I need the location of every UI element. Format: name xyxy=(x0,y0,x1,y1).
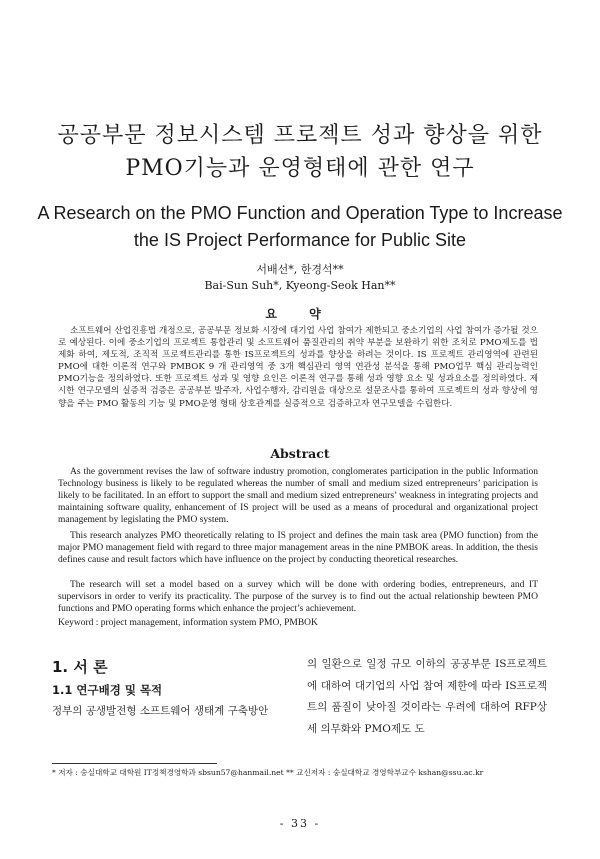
body-text-right-column: 의 일환으로 일정 규모 이하의 공공부문 IS프로젝트에 대하여 대기업의 사업 참여 제한에 따라 IS프로젝트의 품질이 낮아질 것이라는 우려에 대하여 RFP상세 의무화와 PMO제도 도 xyxy=(307,658,547,735)
author-footnote: * 저자 : 숭실대학교 대학원 IT정책경영학과 sbsun57@hanmail.net ** 교신저자 : 숭실대학교 경영학부교수 kshan@ssu.ac.kr xyxy=(52,768,484,777)
body-text-left-column: 정부의 공생발전형 소프트웨어 생태계 구축방안 xyxy=(52,705,269,717)
summary-heading: 요 약 xyxy=(265,307,335,321)
authors-english: Bai-Sun Suh*, Kyeong-Seok Han** xyxy=(204,279,396,292)
abstract-paragraph-2: This research analyzes PMO theoretically relating to IS project and defines the main task area (PMO function) from the major PMO management field with regard to three major management areas in the nine PMBOK areas. In addition, the thesis defines cause and result factors which have influence on the project by conducting theoretical researches. xyxy=(58,531,538,566)
abstract-heading: Abstract xyxy=(270,446,330,461)
english-title-line-1: A Research on the PMO Function and Operation Type to Increase xyxy=(37,203,563,223)
page-number: - 33 - xyxy=(279,817,321,830)
english-title-line-2: the IS Project Performance for Public Site xyxy=(133,230,467,250)
abstract-paragraph-1: As the government revises the law of software industry promotion, conglomerates participation in the public Information Technology business is likely to be regulated whereas the number of small and medium sized entrepreneurs’ paricipation is likely to be facilitated. In an effort to support the small and medium sized entrepreneurs’ weakness in integrating projects and maintaining software quality, enhancement of IS project will be used as a means of procedural and organizational project management by legislating the PMO system. xyxy=(58,467,538,526)
korean-title-line-1: 공공부문 정보시스템 프로젝트 성과 향상을 위한 xyxy=(57,123,543,148)
footnote-divider xyxy=(52,763,217,764)
korean-title-line-2: PMO기능과 운영형태에 관한 연구 xyxy=(125,156,475,181)
authors-korean: 서배선*, 한경석** xyxy=(256,263,344,276)
korean-summary: 소프트웨어 산업진흥법 개정으로, 공공부문 정보화 시장에 대기업 사업 참여가 제한되고 중소기업의 사업 참여가 증가될 것으로 예상된다. 이에 중소기업의 프로젝트 통합관리 및 소프트웨어 품질관리의 취약 부분을 보완하기 위한 조치로 PMO제도를 법제화 하여, 제도적, 조직적 프로젝트관리를 통한 IS프로젝트의 성과를 향상을 하려는 것이다. IS 프로젝트 관리영역에 관련된 PMO에 대한 이론적 연구와 PMBOK 9 개 관리영역 중 3개 핵심관리 영역 연관성 분석을 통해 PMO업무 핵심 관리능력인 PMO기능을 정의하였다. 또한 프로젝트 성과 및 영향 요인은 이론적 연구를 통해 성과 영향 요소 및 성과요소를 정의하였다. 제시한 연구모델의 실증적 검증은 공공부분 발주자, 사업수행자, 감리원을 대상으로 설문조사를 통하여 프로젝트의 성과 향상에 영향을 주는 PMO 활동의 기능 및 PMO운영 형태 상호관계를 실증적으로 검증하고자 연구모델을 수립한다. xyxy=(58,326,538,409)
section-1-1-heading: 1.1 연구배경 및 목적 xyxy=(52,683,163,697)
abstract-paragraph-3: The research will set a model based on a survey which will be done with ordering bodies, entrepreneurs, and IT supervisors in order to verify its practicality. The purpose of the survey is to find out the actual relationship bewteen PMO functions and PMO operating forms which enhance the project’s achievement. xyxy=(58,580,538,615)
keywords: Keyword : project management, information system PMO, PMBOK xyxy=(58,618,318,628)
section-1-heading: 1. 서 론 xyxy=(52,658,108,676)
